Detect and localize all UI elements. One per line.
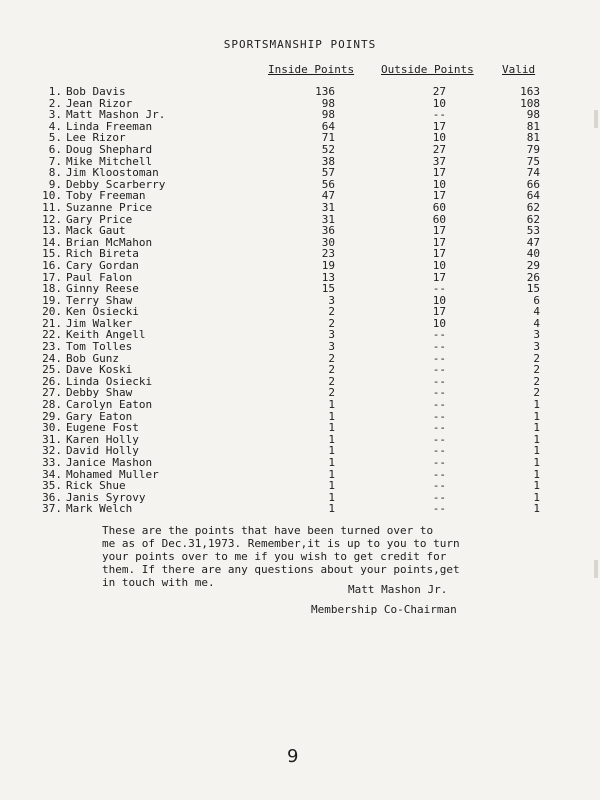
outside-points: 27 (432, 85, 446, 98)
valid-points: 47 (526, 235, 540, 249)
player-name: Suzanne Price (66, 200, 153, 214)
player-name: Jim Walker (66, 316, 133, 330)
valid-points: 3 (533, 340, 540, 354)
valid-points: 40 (526, 247, 540, 261)
valid-points: 6 (533, 293, 540, 307)
points-table (0, 86, 600, 515)
row-rank: 21. (42, 316, 62, 330)
outside-points: -- (432, 444, 446, 458)
inside-points: 15 (321, 282, 335, 296)
row-rank: 37. (42, 502, 62, 516)
player-name: Toby Freeman (66, 189, 146, 203)
inside-points: 30 (321, 235, 335, 249)
player-name: Doug Shephard (66, 142, 153, 156)
inside-points: 2 (328, 305, 335, 319)
valid-points: 1 (533, 398, 540, 412)
signer-name: Matt Mashon Jr. (348, 583, 448, 596)
note-line: These are the points that have been turned over to (102, 524, 434, 537)
outside-points: -- (432, 467, 446, 481)
row-rank: 8. (48, 166, 62, 180)
row-rank: 29. (42, 409, 62, 423)
table-row (0, 341, 600, 353)
table-row (0, 144, 600, 156)
page-number: 9 (287, 746, 299, 767)
player-name: Janis Syrovy (66, 490, 146, 504)
inside-points: 1 (328, 444, 335, 458)
row-rank: 4. (48, 119, 62, 133)
inside-points: 98 (321, 96, 335, 110)
valid-points: 2 (533, 363, 540, 377)
table-row (0, 457, 600, 469)
player-name: Rick Shue (66, 479, 126, 493)
outside-points: 17 (432, 189, 446, 203)
note-line: them. If there are any questions about your points,get (102, 563, 460, 576)
player-name: Mohamed Muller (66, 467, 159, 481)
outside-points: -- (432, 374, 446, 388)
outside-points: 17 (432, 235, 446, 249)
player-name: Dave Koski (66, 363, 133, 377)
player-name: Jim Kloostoman (66, 166, 159, 180)
valid-points: 1 (533, 456, 540, 469)
outside-points: 10 (432, 258, 446, 272)
row-rank: 14. (42, 235, 62, 249)
valid-points: 75 (526, 154, 540, 168)
player-name: Mark Welch (66, 502, 133, 516)
binder-mark (594, 110, 598, 128)
inside-points: 23 (321, 247, 335, 261)
page-title: SPORTSMANSHIP POINTS (223, 38, 377, 51)
inside-points: 98 (321, 108, 335, 122)
outside-points: 10 (432, 177, 446, 191)
player-name: Linda Osiecki (66, 374, 153, 388)
inside-points: 3 (328, 340, 335, 354)
valid-points: 1 (533, 490, 540, 504)
inside-points: 71 (321, 131, 335, 145)
valid-points: 1 (533, 432, 540, 446)
outside-points: 27 (432, 142, 446, 156)
valid-points: 53 (526, 224, 540, 238)
valid-points: 1 (533, 421, 540, 435)
row-rank: 13. (42, 224, 62, 238)
row-rank: 6. (48, 142, 62, 156)
outside-points-header: Outside Points (381, 63, 474, 76)
row-rank: 22. (42, 328, 62, 342)
valid-points: 2 (533, 351, 540, 365)
valid-points: 98 (526, 108, 540, 122)
outside-points: -- (432, 108, 446, 122)
row-rank: 10. (42, 189, 62, 203)
outside-points: 17 (432, 119, 446, 133)
row-rank: 36. (42, 490, 62, 504)
table-row (0, 503, 600, 515)
valid-points: 62 (526, 212, 540, 226)
inside-points: 2 (328, 374, 335, 388)
outside-points: -- (432, 502, 446, 516)
outside-points: 17 (432, 166, 446, 180)
valid-points: 1 (533, 479, 540, 493)
inside-points: 136 (315, 85, 335, 98)
outside-points: 17 (432, 270, 446, 284)
inside-points: 1 (328, 479, 335, 493)
valid-points: 81 (526, 119, 540, 133)
row-rank: 2. (48, 96, 62, 110)
valid-points: 62 (526, 200, 540, 214)
player-name: David Holly (66, 444, 139, 458)
table-row (0, 202, 600, 214)
row-rank: 1. (48, 85, 62, 98)
outside-points: -- (432, 363, 446, 377)
player-name: Tom Tolles (66, 340, 133, 354)
row-rank: 11. (42, 200, 62, 214)
outside-points: -- (432, 398, 446, 412)
inside-points: 64 (321, 119, 335, 133)
player-name: Ken Osiecki (66, 305, 139, 319)
outside-points: -- (432, 479, 446, 493)
player-name: Cary Gordan (66, 258, 139, 272)
player-name: Lee Rizor (66, 131, 126, 145)
row-rank: 17. (42, 270, 62, 284)
inside-points: 1 (328, 409, 335, 423)
note-line: your points over to me if you wish to get credit for (102, 550, 447, 563)
player-name: Debby Shaw (66, 386, 133, 400)
player-name: Debby Scarberry (66, 177, 166, 191)
outside-points: -- (432, 386, 446, 400)
row-rank: 9. (48, 177, 62, 191)
player-name: Eugene Fost (66, 421, 139, 435)
outside-points: 17 (432, 224, 446, 238)
outside-points: 17 (432, 247, 446, 261)
row-rank: 31. (42, 432, 62, 446)
inside-points: 47 (321, 189, 335, 203)
row-rank: 5. (48, 131, 62, 145)
inside-points: 31 (321, 200, 335, 214)
outside-points: -- (432, 456, 446, 469)
binder-mark (594, 560, 598, 578)
row-rank: 12. (42, 212, 62, 226)
outside-points: -- (432, 340, 446, 354)
inside-points: 2 (328, 316, 335, 330)
outside-points: -- (432, 421, 446, 435)
inside-points: 2 (328, 351, 335, 365)
outside-points: 60 (432, 200, 446, 214)
row-rank: 35. (42, 479, 62, 493)
valid-points: 2 (533, 374, 540, 388)
table-row (0, 283, 600, 295)
outside-points: -- (432, 490, 446, 504)
inside-points: 1 (328, 502, 335, 516)
row-rank: 20. (42, 305, 62, 319)
player-name: Terry Shaw (66, 293, 133, 307)
inside-points: 1 (328, 467, 335, 481)
inside-points-header: Inside Points (268, 63, 355, 76)
valid-points: 1 (533, 502, 540, 516)
inside-points: 1 (328, 398, 335, 412)
player-name: Carolyn Eaton (66, 398, 153, 412)
inside-points: 19 (321, 258, 335, 272)
inside-points: 13 (321, 270, 335, 284)
player-name: Rich Bireta (66, 247, 139, 261)
outside-points: 17 (432, 305, 446, 319)
player-name: Linda Freeman (66, 119, 153, 133)
note-line: in touch with me. (102, 576, 215, 589)
valid-points: 26 (526, 270, 540, 284)
table-row (0, 167, 600, 179)
player-name: Bob Davis (66, 85, 126, 98)
table-row (0, 86, 600, 98)
inside-points: 52 (321, 142, 335, 156)
outside-points: -- (432, 409, 446, 423)
player-name: Keith Angell (66, 328, 146, 342)
valid-points: 4 (533, 316, 540, 330)
inside-points: 3 (328, 328, 335, 342)
valid-points: 2 (533, 386, 540, 400)
outside-points: 60 (432, 212, 446, 226)
valid-points: 1 (533, 444, 540, 458)
valid-points: 66 (526, 177, 540, 191)
row-rank: 34. (42, 467, 62, 481)
closing-note (102, 524, 502, 589)
row-rank: 16. (42, 258, 62, 272)
inside-points: 36 (321, 224, 335, 238)
row-rank: 24. (42, 351, 62, 365)
row-rank: 19. (42, 293, 62, 307)
inside-points: 3 (328, 293, 335, 307)
row-rank: 3. (48, 108, 62, 122)
valid-points: 3 (533, 328, 540, 342)
outside-points: -- (432, 328, 446, 342)
row-rank: 27. (42, 386, 62, 400)
outside-points: 10 (432, 96, 446, 110)
valid-points: 79 (526, 142, 540, 156)
inside-points: 1 (328, 456, 335, 469)
inside-points: 31 (321, 212, 335, 226)
player-name: Gary Eaton (66, 409, 133, 423)
note-line: me as of Dec.31,1973. Remember,it is up to you to turn (102, 537, 460, 550)
player-name: Janice Mashon (66, 456, 153, 469)
valid-header: Valid (502, 63, 536, 76)
inside-points: 38 (321, 154, 335, 168)
valid-points: 163 (520, 85, 540, 98)
outside-points: 10 (432, 293, 446, 307)
player-name: Karen Holly (66, 432, 139, 446)
inside-points: 2 (328, 363, 335, 377)
valid-points: 81 (526, 131, 540, 145)
row-rank: 32. (42, 444, 62, 458)
row-rank: 25. (42, 363, 62, 377)
signer-role: Membership Co-Chairman (311, 603, 457, 616)
inside-points: 1 (328, 490, 335, 504)
inside-points: 1 (328, 432, 335, 446)
outside-points: 37 (432, 154, 446, 168)
player-name: Bob Gunz (66, 351, 119, 365)
valid-points: 74 (526, 166, 540, 180)
table-row (0, 225, 600, 237)
outside-points: -- (432, 432, 446, 446)
player-name: Brian McMahon (66, 235, 153, 249)
inside-points: 56 (321, 177, 335, 191)
outside-points: 10 (432, 131, 446, 145)
table-row (0, 399, 600, 411)
outside-points: 10 (432, 316, 446, 330)
row-rank: 33. (42, 456, 62, 469)
row-rank: 26. (42, 374, 62, 388)
valid-points: 1 (533, 409, 540, 423)
row-rank: 28. (42, 398, 62, 412)
outside-points: -- (432, 351, 446, 365)
player-name: Matt Mashon Jr. (66, 108, 166, 122)
valid-points: 4 (533, 305, 540, 319)
player-name: Mack Gaut (66, 224, 126, 238)
player-name: Gary Price (66, 212, 133, 226)
row-rank: 30. (42, 421, 62, 435)
player-name: Mike Mitchell (66, 154, 153, 168)
valid-points: 29 (526, 258, 540, 272)
valid-points: 64 (526, 189, 540, 203)
player-name: Paul Falon (66, 270, 133, 284)
inside-points: 1 (328, 421, 335, 435)
valid-points: 1 (533, 467, 540, 481)
valid-points: 15 (526, 282, 540, 296)
row-rank: 18. (42, 282, 62, 296)
outside-points: -- (432, 282, 446, 296)
player-name: Jean Rizor (66, 96, 133, 110)
player-name: Ginny Reese (66, 282, 139, 296)
valid-points: 108 (520, 96, 540, 110)
row-rank: 7. (48, 154, 62, 168)
row-rank: 23. (42, 340, 62, 354)
table-row (0, 260, 600, 272)
inside-points: 2 (328, 386, 335, 400)
inside-points: 57 (321, 166, 335, 180)
row-rank: 15. (42, 247, 62, 261)
